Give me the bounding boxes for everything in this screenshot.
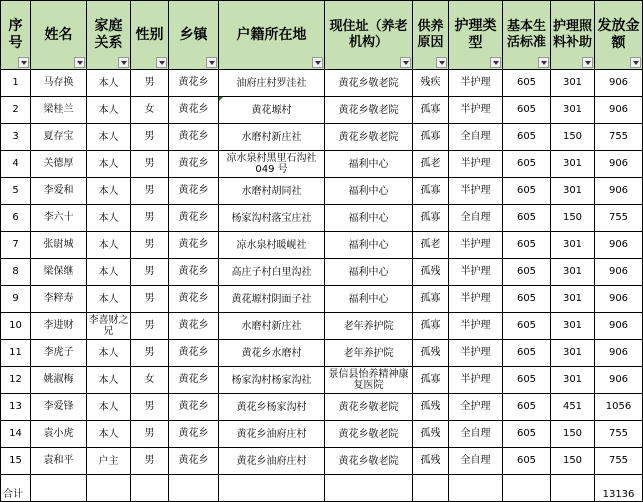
- cell-care-type[interactable]: 半护理: [449, 232, 503, 259]
- cell-basic[interactable]: 605: [503, 367, 551, 394]
- cell-amount[interactable]: 755: [595, 448, 643, 475]
- cell-address[interactable]: 黄花乡敬老院: [325, 124, 413, 151]
- cell-basic[interactable]: 605: [503, 448, 551, 475]
- header-label-gender: 性别: [135, 26, 164, 43]
- cell-care-type[interactable]: 全自理: [449, 124, 503, 151]
- header-label-relation: 家庭关系: [94, 18, 123, 51]
- cell-hukou[interactable]: 黄花乡水磨村: [219, 340, 325, 367]
- filter-dropdown-icon[interactable]: [630, 57, 641, 68]
- cell-seq[interactable]: 8: [1, 259, 31, 286]
- cell-indicator-mark: [219, 97, 223, 101]
- header-cell-name: [31, 1, 87, 70]
- cell-relation[interactable]: 本人: [87, 70, 131, 97]
- cell-amount[interactable]: 906: [595, 178, 643, 205]
- cell-address[interactable]: 福利中心: [325, 205, 413, 232]
- cell-basic[interactable]: 605: [503, 259, 551, 286]
- header-label-care-type: 护理类型: [454, 18, 497, 51]
- cell-basic[interactable]: 605: [503, 313, 551, 340]
- cell-hukou[interactable]: 黄花乡杨家沟村: [219, 394, 325, 421]
- cell-seq[interactable]: 2: [1, 97, 31, 124]
- cell-care-type[interactable]: 半护理: [449, 70, 503, 97]
- cell-name[interactable]: 袁小虎: [31, 421, 87, 448]
- cell-basic[interactable]: 605: [503, 286, 551, 313]
- total-empty-cell[interactable]: [169, 475, 219, 502]
- cell-relation[interactable]: 本人: [87, 232, 131, 259]
- total-empty-cell[interactable]: [31, 475, 87, 502]
- cell-amount[interactable]: 906: [595, 313, 643, 340]
- cell-care-type[interactable]: 半护理: [449, 178, 503, 205]
- cell-town[interactable]: 黄花乡: [169, 340, 219, 367]
- cell-seq[interactable]: 5: [1, 178, 31, 205]
- cell-care-type[interactable]: 半护理: [449, 151, 503, 178]
- cell-care-type[interactable]: 全自理: [449, 205, 503, 232]
- filter-dropdown-icon[interactable]: [490, 57, 501, 68]
- cell-basic[interactable]: 605: [503, 151, 551, 178]
- cell-basic[interactable]: 605: [503, 70, 551, 97]
- cell-address[interactable]: 黄花乡敬老院: [325, 97, 413, 124]
- cell-name[interactable]: 李进财: [31, 313, 87, 340]
- cell-gender[interactable]: 男: [131, 205, 169, 232]
- cell-amount[interactable]: 906: [595, 286, 643, 313]
- filter-dropdown-icon[interactable]: [582, 57, 593, 68]
- total-amount[interactable]: 13136: [595, 475, 643, 502]
- total-empty-cell[interactable]: [503, 475, 551, 502]
- cell-basic[interactable]: 605: [503, 124, 551, 151]
- header-cell-reason: [413, 1, 449, 70]
- cell-name[interactable]: 李六十: [31, 205, 87, 232]
- cell-address[interactable]: 老年养护院: [325, 340, 413, 367]
- cell-seq[interactable]: 6: [1, 205, 31, 232]
- table-row: [1, 286, 643, 313]
- cell-amount[interactable]: 755: [595, 421, 643, 448]
- cell-subsidy[interactable]: 301: [551, 340, 595, 367]
- cell-name[interactable]: 马存换: [31, 70, 87, 97]
- cell-basic[interactable]: 605: [503, 421, 551, 448]
- cell-name[interactable]: 夏存宝: [31, 124, 87, 151]
- header-label-seq: 序号: [8, 18, 23, 51]
- cell-reason[interactable]: 孤寡: [413, 97, 449, 124]
- cell-town[interactable]: 黄花乡: [169, 394, 219, 421]
- table-row: [1, 97, 643, 124]
- table-row: [1, 70, 643, 97]
- header-label-basic: 基本生活标准: [506, 19, 546, 50]
- cell-name[interactable]: 梁桂兰: [31, 97, 87, 124]
- table-row: [1, 313, 643, 340]
- cell-town[interactable]: 黄花乡: [169, 259, 219, 286]
- cell-town[interactable]: 黄花乡: [169, 151, 219, 178]
- table-row: [1, 178, 643, 205]
- cell-relation[interactable]: 本人: [87, 340, 131, 367]
- cell-seq[interactable]: 13: [1, 394, 31, 421]
- cell-relation[interactable]: 本人: [87, 286, 131, 313]
- cell-town[interactable]: 黄花乡: [169, 313, 219, 340]
- cell-seq[interactable]: 9: [1, 286, 31, 313]
- cell-town[interactable]: 黄花乡: [169, 286, 219, 313]
- cell-care-type[interactable]: 半护理: [449, 97, 503, 124]
- cell-seq[interactable]: 7: [1, 232, 31, 259]
- cell-amount[interactable]: 906: [595, 340, 643, 367]
- cell-name[interactable]: 张尉城: [31, 232, 87, 259]
- cell-reason[interactable]: 残疾: [413, 70, 449, 97]
- cell-relation[interactable]: 李喜财之兄: [87, 313, 131, 340]
- total-empty-cell[interactable]: [449, 475, 503, 502]
- header-cell-seq: [1, 1, 31, 70]
- total-row: [1, 475, 643, 502]
- cell-basic[interactable]: 605: [503, 205, 551, 232]
- cell-town[interactable]: 黄花乡: [169, 70, 219, 97]
- cell-amount[interactable]: 755: [595, 205, 643, 232]
- cell-name[interactable]: 袁和平: [31, 448, 87, 475]
- cell-subsidy[interactable]: 301: [551, 70, 595, 97]
- cell-name[interactable]: 李爱和: [31, 178, 87, 205]
- cell-amount[interactable]: 755: [595, 124, 643, 151]
- cell-reason[interactable]: 孤寡: [413, 367, 449, 394]
- cell-seq[interactable]: 11: [1, 340, 31, 367]
- total-empty-cell[interactable]: [219, 475, 325, 502]
- cell-name[interactable]: 梁保继: [31, 259, 87, 286]
- header-label-town: 乡镇: [179, 26, 208, 43]
- cell-town[interactable]: 黄花乡: [169, 124, 219, 151]
- cell-address[interactable]: 景信县怡养精神康复医院: [325, 367, 413, 394]
- cell-subsidy[interactable]: 301: [551, 178, 595, 205]
- cell-name[interactable]: 李虎子: [31, 340, 87, 367]
- header-cell-gender: [131, 1, 169, 70]
- total-label[interactable]: 合计: [1, 475, 31, 502]
- header-label-amount: 发放金额: [597, 18, 640, 51]
- cell-care-type[interactable]: 半护理: [449, 259, 503, 286]
- cell-address[interactable]: 福利中心: [325, 232, 413, 259]
- cell-gender[interactable]: 男: [131, 394, 169, 421]
- cell-subsidy[interactable]: 301: [551, 286, 595, 313]
- cell-seq[interactable]: 1: [1, 70, 31, 97]
- cell-name[interactable]: 李粹寿: [31, 286, 87, 313]
- cell-basic[interactable]: 605: [503, 178, 551, 205]
- cell-gender[interactable]: 女: [131, 367, 169, 394]
- cell-subsidy[interactable]: 150: [551, 124, 595, 151]
- cell-address[interactable]: 黄花乡敬老院: [325, 70, 413, 97]
- cell-gender[interactable]: 男: [131, 70, 169, 97]
- cell-hukou[interactable]: 高庄子村白里沟社: [219, 259, 325, 286]
- cell-gender[interactable]: 男: [131, 151, 169, 178]
- cell-name[interactable]: 李爱锋: [31, 394, 87, 421]
- cell-subsidy[interactable]: 301: [551, 97, 595, 124]
- cell-reason[interactable]: 孤残: [413, 421, 449, 448]
- cell-care-type[interactable]: 全护理: [449, 394, 503, 421]
- cell-hukou[interactable]: 黄花乡油府庄村: [219, 421, 325, 448]
- cell-relation[interactable]: 户主: [87, 448, 131, 475]
- cell-address[interactable]: 黄花乡敬老院: [325, 448, 413, 475]
- cell-relation[interactable]: 本人: [87, 124, 131, 151]
- cell-seq[interactable]: 4: [1, 151, 31, 178]
- cell-reason[interactable]: 孤残: [413, 448, 449, 475]
- cell-subsidy[interactable]: 451: [551, 394, 595, 421]
- cell-address[interactable]: 福利中心: [325, 259, 413, 286]
- header-label-name: 姓名: [44, 26, 73, 43]
- cell-care-type[interactable]: 半护理: [449, 367, 503, 394]
- cell-relation[interactable]: 本人: [87, 178, 131, 205]
- table-row: [1, 394, 643, 421]
- cell-relation[interactable]: 本人: [87, 97, 131, 124]
- cell-amount[interactable]: 1056: [595, 394, 643, 421]
- total-empty-cell[interactable]: [87, 475, 131, 502]
- table-row: [1, 205, 643, 232]
- cell-relation[interactable]: 本人: [87, 394, 131, 421]
- cell-hukou[interactable]: 凉水泉村黑里石沟社049 号: [219, 151, 325, 178]
- cell-hukou[interactable]: 黄花塬村: [219, 97, 325, 124]
- cell-amount[interactable]: 906: [595, 367, 643, 394]
- cell-reason[interactable]: 孤残: [413, 394, 449, 421]
- cell-town[interactable]: 黄花乡: [169, 232, 219, 259]
- cell-basic[interactable]: 605: [503, 340, 551, 367]
- cell-address[interactable]: 福利中心: [325, 151, 413, 178]
- cell-town[interactable]: 黄花乡: [169, 97, 219, 124]
- table-row: [1, 151, 643, 178]
- cell-town[interactable]: 黄花乡: [169, 205, 219, 232]
- cell-subsidy[interactable]: 150: [551, 448, 595, 475]
- table-row: [1, 232, 643, 259]
- cell-gender[interactable]: 男: [131, 178, 169, 205]
- table-row: [1, 340, 643, 367]
- cell-care-type[interactable]: 半护理: [449, 340, 503, 367]
- cell-care-type[interactable]: 半护理: [449, 313, 503, 340]
- cell-name[interactable]: 关德厚: [31, 151, 87, 178]
- cell-name[interactable]: 姚淑梅: [31, 367, 87, 394]
- cell-gender[interactable]: 男: [131, 232, 169, 259]
- cell-subsidy[interactable]: 301: [551, 313, 595, 340]
- header-cell-hukou: [219, 1, 325, 70]
- cell-address[interactable]: 黄花乡敬老院: [325, 394, 413, 421]
- cell-gender[interactable]: 男: [131, 448, 169, 475]
- cell-gender[interactable]: 女: [131, 97, 169, 124]
- cell-relation[interactable]: 本人: [87, 151, 131, 178]
- cell-care-type[interactable]: 半护理: [449, 286, 503, 313]
- cell-hukou[interactable]: 杨家沟村杨家沟社: [219, 367, 325, 394]
- cell-seq[interactable]: 12: [1, 367, 31, 394]
- cell-town[interactable]: 黄花乡: [169, 178, 219, 205]
- cell-hukou[interactable]: 水磨村新庄社: [219, 124, 325, 151]
- cell-care-type[interactable]: 全自理: [449, 448, 503, 475]
- filter-dropdown-icon[interactable]: [312, 57, 323, 68]
- filter-dropdown-icon[interactable]: [206, 57, 217, 68]
- cell-amount[interactable]: 906: [595, 97, 643, 124]
- cell-reason[interactable]: 孤老: [413, 232, 449, 259]
- cell-seq[interactable]: 3: [1, 124, 31, 151]
- cell-relation[interactable]: 本人: [87, 421, 131, 448]
- cell-gender[interactable]: 男: [131, 340, 169, 367]
- cell-address[interactable]: 福利中心: [325, 286, 413, 313]
- cell-relation[interactable]: 本人: [87, 259, 131, 286]
- cell-hukou[interactable]: 凉水泉村暖岘社: [219, 232, 325, 259]
- cell-gender[interactable]: 男: [131, 421, 169, 448]
- header-label-address: 现住址（养老机构）: [329, 19, 408, 50]
- cell-hukou[interactable]: 黄花乡油府庄村: [219, 448, 325, 475]
- header-cell-basic: [503, 1, 551, 70]
- cell-subsidy[interactable]: 301: [551, 367, 595, 394]
- total-empty-cell[interactable]: [413, 475, 449, 502]
- cell-relation[interactable]: 本人: [87, 205, 131, 232]
- total-empty-cell[interactable]: [131, 475, 169, 502]
- header-label-hukou: 户籍所在地: [236, 26, 307, 43]
- cell-amount[interactable]: 906: [595, 232, 643, 259]
- cell-gender[interactable]: 男: [131, 286, 169, 313]
- header-cell-subsidy: [551, 1, 595, 70]
- cell-gender[interactable]: 男: [131, 124, 169, 151]
- cell-basic[interactable]: 605: [503, 97, 551, 124]
- cell-reason[interactable]: 孤寡: [413, 286, 449, 313]
- cell-seq[interactable]: 10: [1, 313, 31, 340]
- cell-subsidy[interactable]: 150: [551, 421, 595, 448]
- header-cell-care-type: [449, 1, 503, 70]
- total-empty-cell[interactable]: [325, 475, 413, 502]
- cell-seq[interactable]: 15: [1, 448, 31, 475]
- cell-subsidy[interactable]: 301: [551, 259, 595, 286]
- cell-reason[interactable]: 孤寡: [413, 178, 449, 205]
- filter-dropdown-icon[interactable]: [538, 57, 549, 68]
- cell-hukou[interactable]: 水磨村胡同社: [219, 178, 325, 205]
- cell-hukou[interactable]: 油府庄村罗洼社: [219, 70, 325, 97]
- cell-basic[interactable]: 605: [503, 232, 551, 259]
- cell-town[interactable]: 黄花乡: [169, 448, 219, 475]
- cell-subsidy[interactable]: 301: [551, 232, 595, 259]
- cell-gender[interactable]: 男: [131, 259, 169, 286]
- cell-reason[interactable]: 孤老: [413, 151, 449, 178]
- header-label-reason: 供养原因: [417, 19, 444, 50]
- header-label-subsidy: 护理照料补助: [553, 19, 593, 50]
- cell-amount[interactable]: 906: [595, 151, 643, 178]
- header-cell-relation: [87, 1, 131, 70]
- cell-reason[interactable]: 孤残: [413, 340, 449, 367]
- filter-dropdown-icon[interactable]: [74, 57, 85, 68]
- cell-hukou[interactable]: 杨家沟村落宝庄社: [219, 205, 325, 232]
- cell-gender[interactable]: 男: [131, 313, 169, 340]
- header-cell-amount: [595, 1, 643, 70]
- cell-amount[interactable]: 906: [595, 70, 643, 97]
- cell-address[interactable]: 福利中心: [325, 178, 413, 205]
- cell-address[interactable]: 老年养护院: [325, 313, 413, 340]
- filter-dropdown-icon[interactable]: [18, 57, 29, 68]
- cell-hukou[interactable]: 水磨村新庄社: [219, 313, 325, 340]
- filter-dropdown-icon[interactable]: [436, 57, 447, 68]
- header-cell-address: [325, 1, 413, 70]
- table-row: [1, 448, 643, 475]
- cell-reason[interactable]: 孤寡: [413, 124, 449, 151]
- table-row: [1, 124, 643, 151]
- cell-basic[interactable]: 605: [503, 394, 551, 421]
- cell-reason[interactable]: 孤寡: [413, 313, 449, 340]
- cell-relation[interactable]: 本人: [87, 367, 131, 394]
- total-empty-cell[interactable]: [551, 475, 595, 502]
- table-row: [1, 421, 643, 448]
- filter-dropdown-icon[interactable]: [400, 57, 411, 68]
- cell-town[interactable]: 黄花乡: [169, 367, 219, 394]
- cell-address[interactable]: 黄花乡敬老院: [325, 421, 413, 448]
- cell-subsidy[interactable]: 150: [551, 205, 595, 232]
- table-body: [1, 70, 643, 502]
- cell-care-type[interactable]: 全自理: [449, 421, 503, 448]
- cell-amount[interactable]: 906: [595, 259, 643, 286]
- cell-reason[interactable]: 孤残: [413, 259, 449, 286]
- cell-hukou[interactable]: 黄花塬村阴面子社: [219, 286, 325, 313]
- cell-reason[interactable]: 孤寡: [413, 205, 449, 232]
- table-row: [1, 259, 643, 286]
- cell-seq[interactable]: 14: [1, 421, 31, 448]
- filter-dropdown-icon[interactable]: [118, 57, 129, 68]
- filter-dropdown-icon[interactable]: [156, 57, 167, 68]
- cell-subsidy[interactable]: 301: [551, 151, 595, 178]
- header-row: [1, 1, 643, 70]
- table-row: [1, 367, 643, 394]
- cell-town[interactable]: 黄花乡: [169, 421, 219, 448]
- header-cell-town: [169, 1, 219, 70]
